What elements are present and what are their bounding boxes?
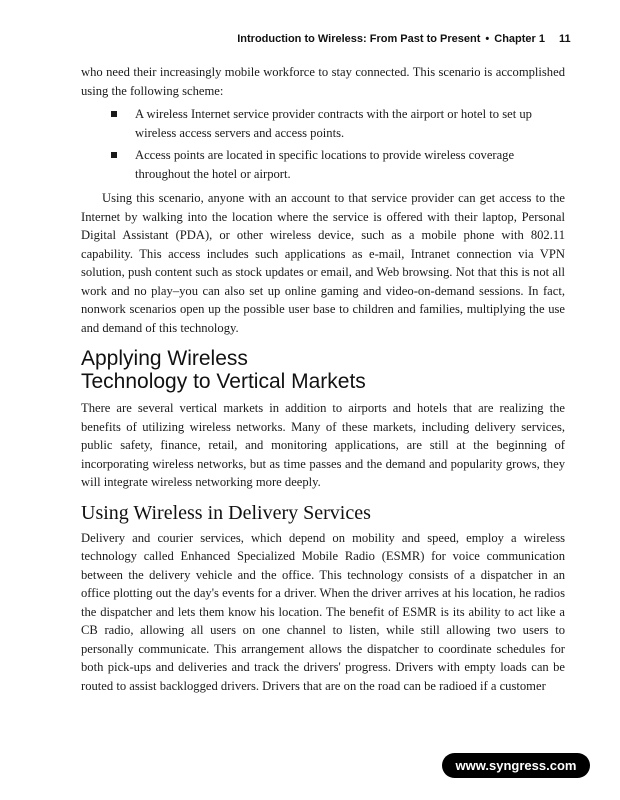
subsection-heading: Using Wireless in Delivery Services xyxy=(81,501,371,524)
vertical-markets-paragraph: There are several vertical markets in addition to airports and hotels that are realizing the benefits of utilizing wireless networks. Many of these markets, including delivery services, public safety, finance, retail, and monitoring applications, are still at the beginning of incorporating wireless networks, but as time passes and the demand and popularity grows, they will integrate wireless networking more deeply. xyxy=(81,401,565,489)
delivery-services-paragraph: Delivery and courier services, which depend on mobility and speed, employ a wireless technology called Enhanced Specialized Mobile Radio (ESMR) for voice communication between the delivery vehicle and the office. This technology consists of a dispatcher in an office plotting out the day's events for a driver. When the driver arrives at his location, he radios the dispatcher and lets them know his location. The benefit of ESMR is its ability to act like a CB radio, allowing all users on one channel to listen, while still allowing two users to personally communicate. This arrangement allows the dispatcher to coordinate schedules for both pick-ups and deliveries and track the drivers' progress. Drivers with empty loads can be routed to assist backlogged drivers. Drivers that are on the road can be radioed if a customer xyxy=(81,530,565,693)
website-badge: www.syngress.com xyxy=(442,753,590,778)
intro-paragraph: who need their increasingly mobile workforce to stay connected. This scenario is accomplished using the following scheme: xyxy=(81,65,565,98)
header-separator: • xyxy=(485,33,490,45)
section-heading-line-2: Technology to Vertical Markets xyxy=(81,370,366,393)
section-heading xyxy=(81,347,565,393)
list-item: A wireless Internet service provider contracts with the airport or hotel to set up wireless access servers and access points. xyxy=(81,105,565,142)
scenario-paragraph: Using this scenario, anyone with an account to that service provider can get access to the Internet by walking into the location where the service is offered with their laptop, Personal Digital Assistant (PDA), or other wireless device, such as a mobile phone with 802.11 capability. This access includes such applications as e-mail, Intranet connection via VPN solution, push content such as stock updates or email, and Web browsing. Not that this is not all work and no play–you can also set up online gaming and video-on-demand sessions. In fact, nonwork scenarios open up the possible user base to children and families, multiplying the use and demand of this technology. xyxy=(81,191,565,335)
list-item: Access points are located in specific locations to provide wireless coverage throughout the hotel or airport. xyxy=(81,146,565,183)
running-header xyxy=(0,33,581,45)
chapter-label: Chapter 1 xyxy=(494,33,545,45)
section-heading-line-1: Applying Wireless xyxy=(81,347,248,370)
page-body xyxy=(81,63,565,695)
bullet-list xyxy=(81,105,565,183)
page-number: 11 xyxy=(559,33,571,45)
chapter-title: Introduction to Wireless: From Past to Present xyxy=(237,33,481,45)
